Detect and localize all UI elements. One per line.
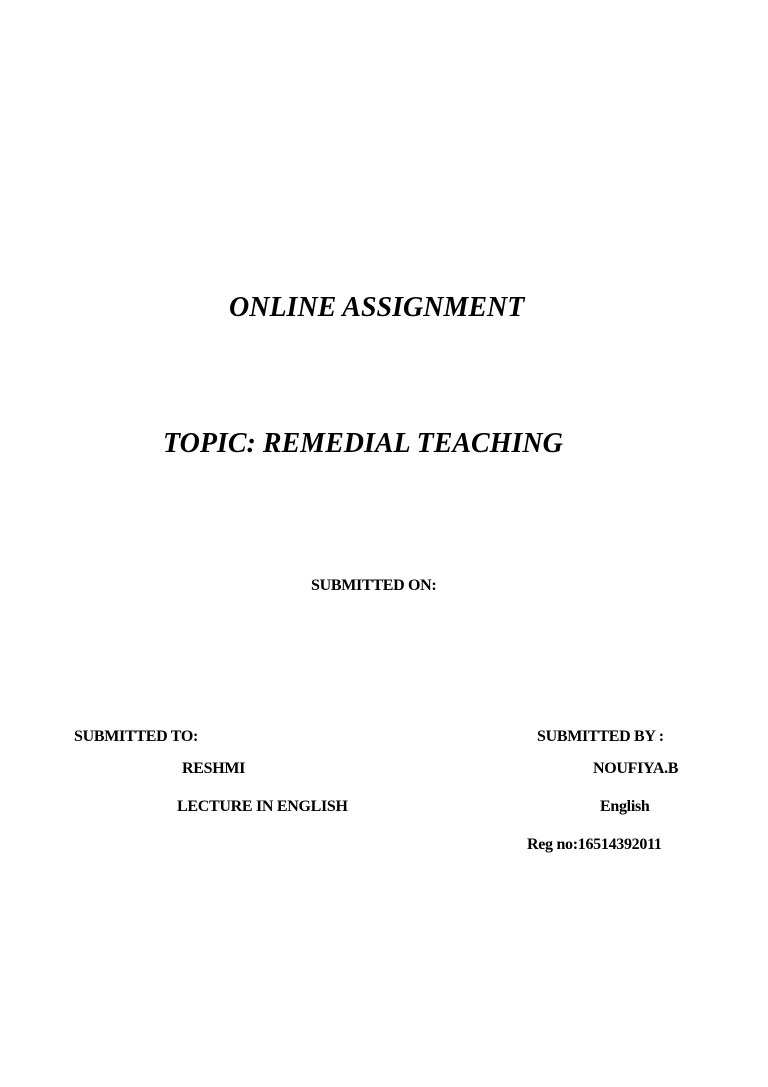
submitted-to-label: SUBMITTED TO: xyxy=(74,728,198,745)
submitted-by-reg-no: Reg no:16514392011 xyxy=(527,836,662,853)
submitted-by-subject: English xyxy=(600,798,650,815)
submitted-to-role: LECTURE IN ENGLISH xyxy=(177,798,348,815)
submitted-to-name: RESHMI xyxy=(182,760,246,777)
submitted-by-label: SUBMITTED BY : xyxy=(537,728,664,745)
document-topic: TOPIC: REMEDIAL TEACHING xyxy=(163,428,563,459)
submitted-on-label: SUBMITTED ON: xyxy=(311,577,437,594)
document-title: ONLINE ASSIGNMENT xyxy=(229,292,525,323)
submitted-by-name: NOUFIYA.B xyxy=(593,760,679,777)
